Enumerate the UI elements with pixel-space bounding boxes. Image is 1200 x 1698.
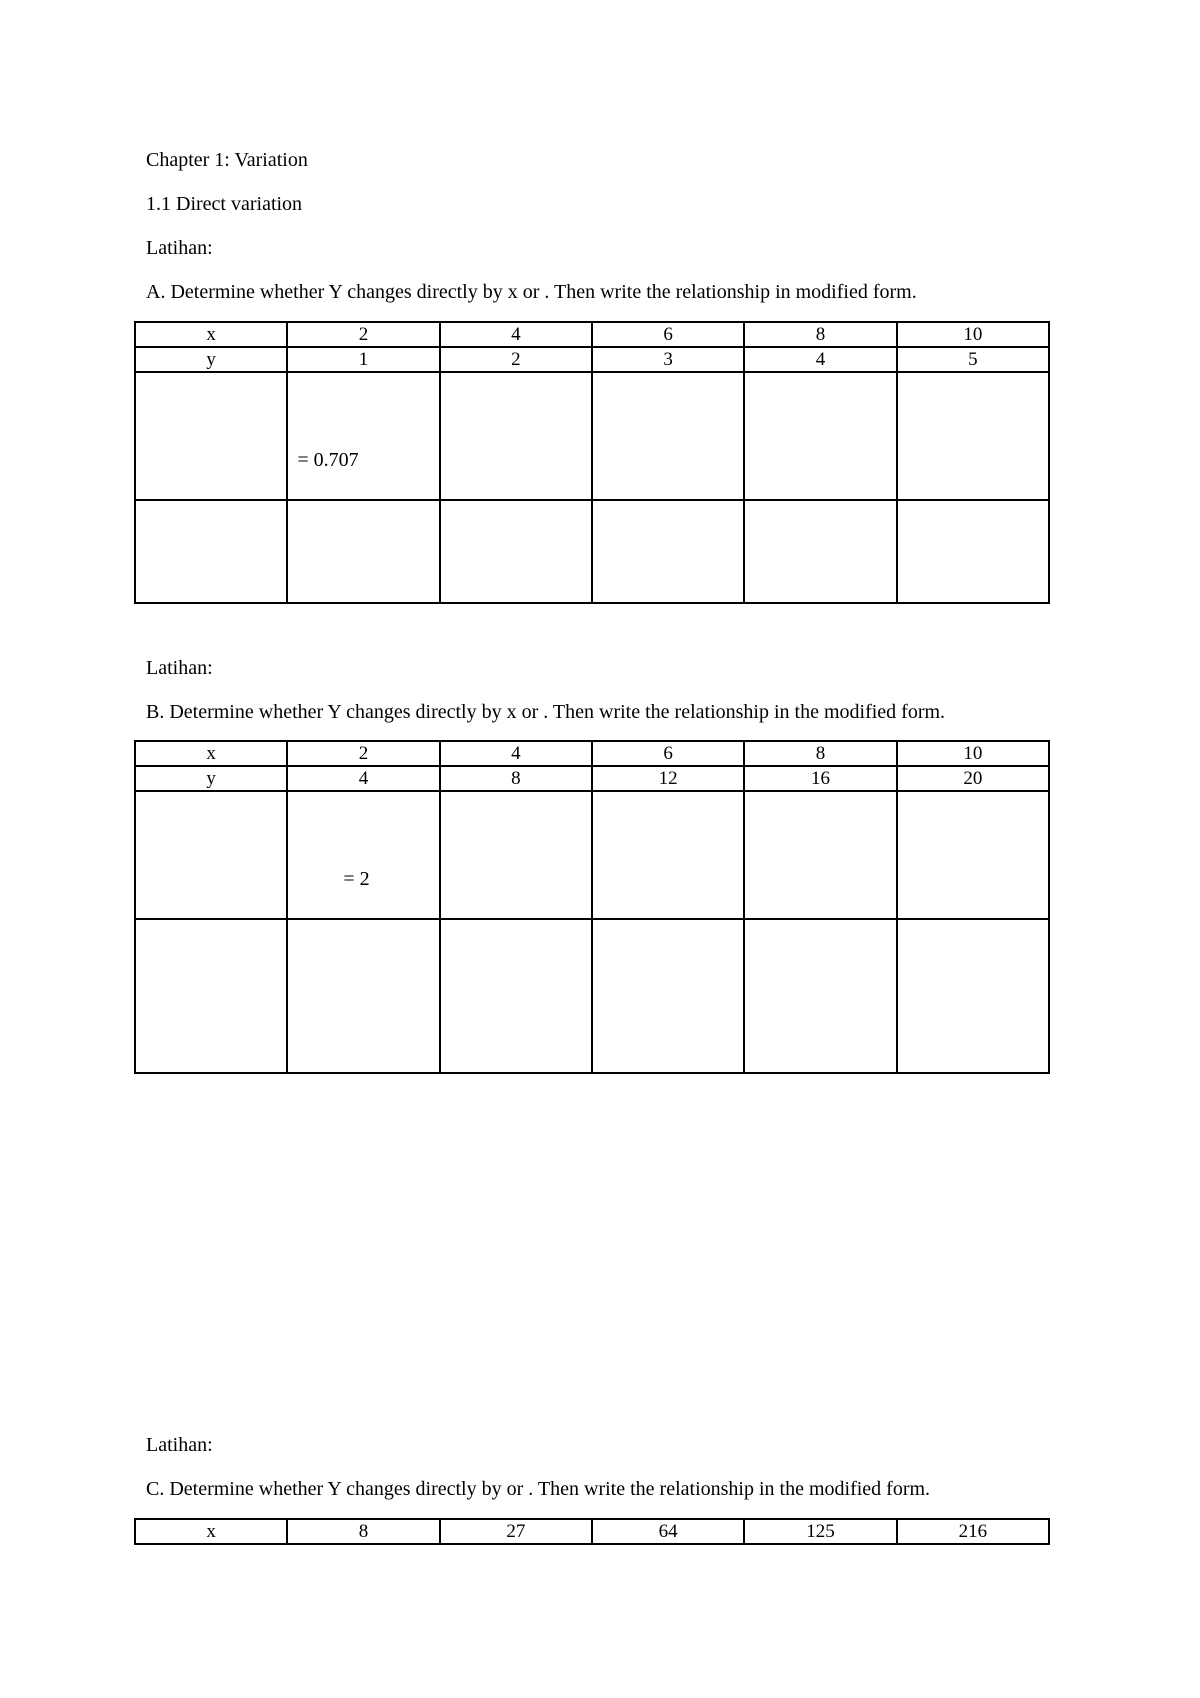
table-cell: 8 xyxy=(287,1519,439,1544)
table-cell xyxy=(440,372,592,500)
ratio-note: = 0.707 xyxy=(297,448,359,471)
table-cell: 1 xyxy=(287,347,439,372)
table-cell xyxy=(287,919,439,1073)
table-row-answer xyxy=(135,919,1049,1073)
table-cell: 2 xyxy=(440,347,592,372)
table-cell: 20 xyxy=(897,766,1049,791)
table-cell: 64 xyxy=(592,1519,744,1544)
table-cell xyxy=(744,791,896,919)
ratio-note: = 2 xyxy=(343,867,370,890)
table-cell: 27 xyxy=(440,1519,592,1544)
table-row-calculation xyxy=(135,791,1049,919)
table-cell xyxy=(135,919,287,1073)
table-cell: 2 xyxy=(287,741,439,766)
table-cell xyxy=(135,791,287,919)
table-cell: 8 xyxy=(440,766,592,791)
table-cell xyxy=(287,500,439,603)
table-cell: 6 xyxy=(592,322,744,347)
table-cell xyxy=(897,372,1049,500)
table-cell xyxy=(440,791,592,919)
table-cell: 16 xyxy=(744,766,896,791)
table-cell: 216 xyxy=(897,1519,1049,1544)
table-cell xyxy=(744,500,896,603)
table-cell xyxy=(897,500,1049,603)
table-cell: 10 xyxy=(897,322,1049,347)
table-cell xyxy=(744,372,896,500)
table-cell xyxy=(135,372,287,500)
table-cell xyxy=(897,791,1049,919)
table-cell: 2 xyxy=(287,322,439,347)
table-c xyxy=(134,1518,1050,1545)
table-cell xyxy=(440,919,592,1073)
table-b xyxy=(134,740,1050,1074)
table-cell: x xyxy=(135,741,287,766)
exercise-c-label: Latihan: xyxy=(146,1434,213,1456)
chapter-title: Chapter 1: Variation xyxy=(146,149,308,171)
table-row-x xyxy=(135,322,1049,347)
table-cell: 3 xyxy=(592,347,744,372)
table-cell: 4 xyxy=(440,322,592,347)
exercise-a-instruction: A. Determine whether Y changes directly by x or . Then write the relationship in modified form. xyxy=(146,281,917,303)
table-cell: 125 xyxy=(744,1519,896,1544)
table-cell xyxy=(592,919,744,1073)
table-cell: 4 xyxy=(744,347,896,372)
table-cell: 10 xyxy=(897,741,1049,766)
table-cell: x xyxy=(135,1519,287,1544)
table-cell xyxy=(897,919,1049,1073)
table-cell: 4 xyxy=(287,766,439,791)
exercise-b-label: Latihan: xyxy=(146,657,213,679)
table-cell: y xyxy=(135,766,287,791)
table-cell: 5 xyxy=(897,347,1049,372)
table-cell: 8 xyxy=(744,322,896,347)
table-row-answer xyxy=(135,500,1049,603)
table-cell: 8 xyxy=(744,741,896,766)
exercise-b-instruction: B. Determine whether Y changes directly by x or . Then write the relationship in the modified form. xyxy=(146,701,946,723)
table-cell xyxy=(287,372,439,500)
table-row-calculation xyxy=(135,372,1049,500)
table-cell xyxy=(592,500,744,603)
table-row-x xyxy=(135,741,1049,766)
table-row-y xyxy=(135,766,1049,791)
section-title: 1.1 Direct variation xyxy=(146,193,303,215)
table-row-x xyxy=(135,1519,1049,1544)
exercise-a-label: Latihan: xyxy=(146,237,213,259)
table-cell xyxy=(592,791,744,919)
exercise-c-instruction: C. Determine whether Y changes directly by or . Then write the relationship in the modified form. xyxy=(146,1478,931,1500)
table-row-y xyxy=(135,347,1049,372)
table-a xyxy=(134,321,1050,604)
table-cell xyxy=(287,791,439,919)
table-cell: 4 xyxy=(440,741,592,766)
table-cell: 6 xyxy=(592,741,744,766)
table-cell xyxy=(592,372,744,500)
table-cell: x xyxy=(135,322,287,347)
table-cell xyxy=(135,500,287,603)
table-cell: 12 xyxy=(592,766,744,791)
table-cell: y xyxy=(135,347,287,372)
table-cell xyxy=(440,500,592,603)
table-cell xyxy=(744,919,896,1073)
